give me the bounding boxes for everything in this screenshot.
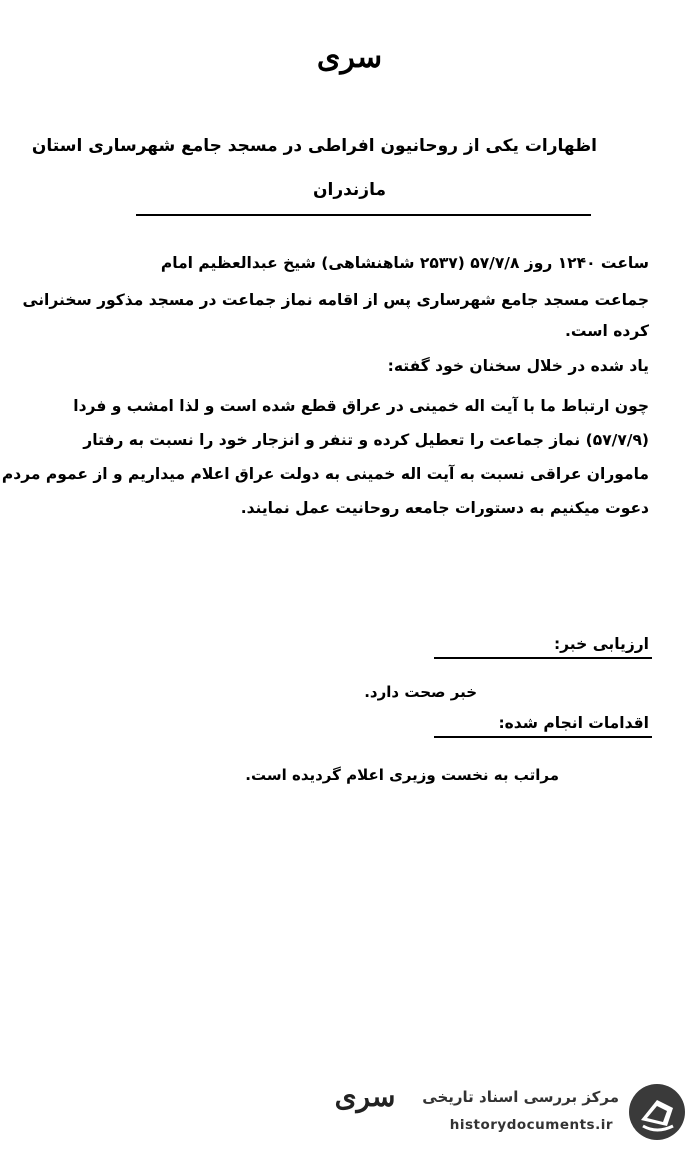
- watermark-url: historydocuments.ir: [449, 1117, 613, 1133]
- actions-heading: اقدامات انجام شده:: [498, 714, 649, 732]
- watermark-name: مرکز بررسی اسناد تاریخی: [422, 1088, 619, 1106]
- actions-underline: [434, 736, 652, 738]
- document-title-line2: مازندران: [312, 180, 387, 200]
- body-line: دعوت میکنیم به دستورات جامعه روحانیت عمل نمایند.: [240, 499, 649, 517]
- body-line: ساعت ۱۲۴۰ روز ۵۷/۷/۸ (۲۵۳۷ شاهنشاهی) شیخ عبدالعظیم امام: [160, 254, 649, 272]
- archive-logo-icon: [627, 1082, 687, 1142]
- evaluation-underline: [434, 657, 652, 659]
- body-line: جماعت مسجد جامع شهرساری پس از اقامه نماز جماعت در مسجد مذکور سخنرانی: [22, 291, 649, 309]
- body-line: کرده است.: [564, 322, 649, 340]
- body-line: ماموران عراقی نسبت به آیت اله خمینی به دولت عراق اعلام میداریم و از عموم مردم: [1, 465, 649, 483]
- body-line: (۵۷/۷/۹) نماز جماعت را تعطیل کرده و تنفر و انزجار خود را نسبت به رفتار: [83, 431, 649, 449]
- body-line: چون ارتباط ما با آیت اله خمینی در عراق قطع شده است و لذا امشب و فردا: [73, 397, 649, 415]
- classification-bottom: سری: [334, 1080, 396, 1113]
- title-rule: [136, 214, 591, 216]
- evaluation-heading: ارزیابی خبر:: [553, 635, 649, 653]
- body-line: یاد شده در خلال سخنان خود گفته:: [387, 357, 649, 375]
- document-title-line1: اظهارات یکی از روحانیون افراطی در مسجد جامع شهرساری استان: [31, 136, 597, 156]
- actions-text: مراتب به نخست وزیری اعلام گردیده است.: [245, 766, 559, 784]
- evaluation-text: خبر صحت دارد.: [364, 683, 477, 701]
- classification-top: سری: [316, 40, 383, 75]
